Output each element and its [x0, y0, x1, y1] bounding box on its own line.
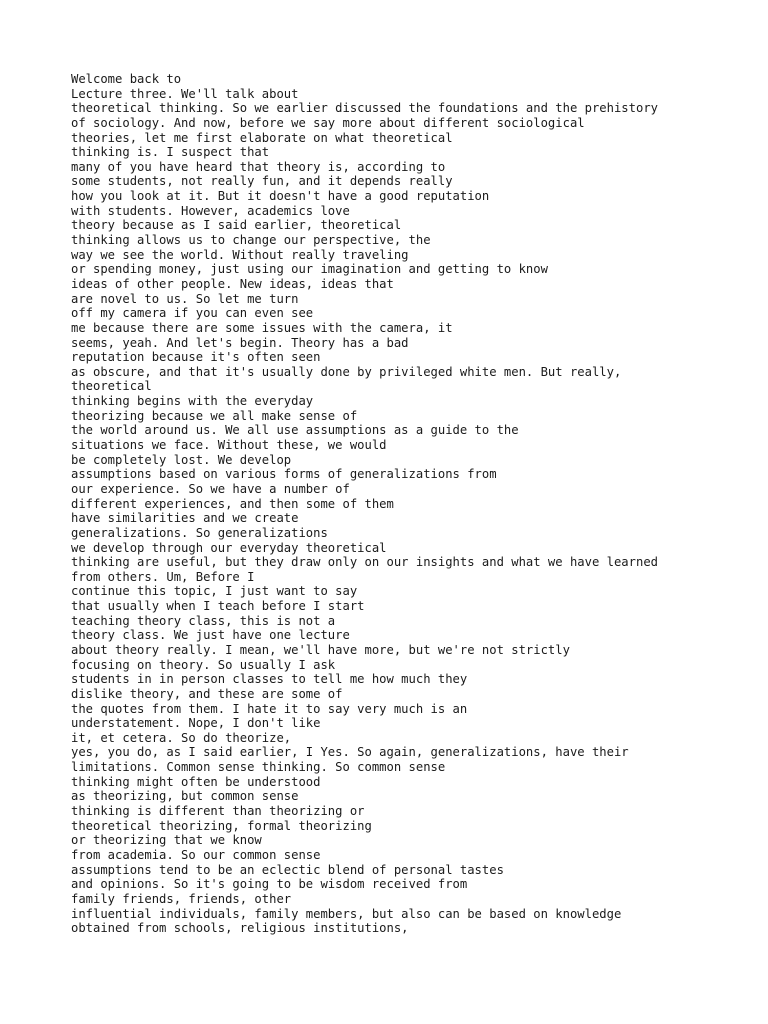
transcript-line: theoretical thinking. So we earlier discussed the foundations and the prehistory [71, 101, 658, 116]
transcript-line: generalizations. So generalizations [71, 525, 328, 540]
transcript-line: are novel to us. So let me turn [71, 291, 299, 306]
transcript-line: focusing on theory. So usually I ask [71, 657, 336, 672]
transcript-line: understatement. Nope, I don't like [71, 716, 321, 731]
transcript-line: that usually when I teach before I start [71, 599, 365, 614]
transcript-line: of sociology. And now, before we say more about different sociological [71, 115, 585, 130]
transcript-line: thinking is different than theorizing or [71, 804, 365, 819]
transcript-line: as obscure, and that it's usually done by privileged white men. But really, [71, 364, 622, 379]
transcript-line: have similarities and we create [71, 511, 299, 526]
transcript-line: family friends, friends, other [71, 891, 292, 906]
transcript-line: different experiences, and then some of them [71, 496, 394, 511]
transcript-line: with students. However, academics love [71, 203, 350, 218]
transcript-line: the quotes from them. I hate it to say very much is an [71, 701, 468, 716]
transcript-line: reputation because it's often seen [71, 350, 321, 365]
transcript-line: Lecture three. We'll talk about [71, 86, 299, 101]
transcript-line: about theory really. I mean, we'll have more, but we're not strictly [71, 642, 570, 657]
transcript-line: how you look at it. But it doesn't have a good reputation [71, 189, 490, 204]
transcript-line: Welcome back to [71, 72, 182, 86]
transcript-line: assumptions tend to be an eclectic blend of personal tastes [71, 862, 504, 877]
transcript-line: theoretical theorizing, formal theorizing [71, 818, 372, 833]
transcript-line: seems, yeah. And let's begin. Theory has a bad [71, 335, 409, 350]
transcript-line: theorizing because we all make sense of [71, 408, 358, 423]
transcript-line: thinking might often be understood [71, 774, 321, 789]
transcript-line: limitations. Common sense thinking. So common sense [71, 760, 446, 775]
transcript-line: ideas of other people. New ideas, ideas that [71, 276, 394, 291]
transcript-line: theory because as I said earlier, theoretical [71, 218, 402, 233]
transcript-line: our experience. So we have a number of [71, 481, 350, 496]
transcript-line: many of you have heard that theory is, according to [71, 159, 446, 174]
transcript-line: theories, let me first elaborate on what theoretical [71, 130, 453, 145]
transcript-line: students in in person classes to tell me how much they [71, 672, 468, 687]
transcript-line: assumptions based on various forms of generalizations from [71, 467, 497, 482]
transcript-line: situations we face. Without these, we would [71, 438, 387, 453]
transcript-line: and opinions. So it's going to be wisdom received from [71, 877, 468, 892]
transcript-line: theoretical [71, 379, 152, 394]
transcript-line: obtained from schools, religious institutions, [71, 921, 409, 936]
transcript-line: from others. Um, Before I [71, 569, 255, 584]
transcript-line: we develop through our everyday theoretical [71, 540, 387, 555]
transcript-line: teaching theory class, this is not a [71, 613, 336, 628]
transcript-line: thinking allows us to change our perspective, the [71, 233, 431, 248]
transcript-line: way we see the world. Without really traveling [71, 247, 409, 262]
transcript-text [71, 72, 751, 936]
transcript-line: off my camera if you can even see [71, 306, 314, 321]
transcript-line: thinking are useful, but they draw only on our insights and what we have learned [71, 555, 658, 570]
transcript-line: some students, not really fun, and it depends really [71, 174, 453, 189]
transcript-line: continue this topic, I just want to say [71, 584, 358, 599]
transcript-line: dislike theory, and these are some of [71, 686, 343, 701]
transcript-line: yes, you do, as I said earlier, I Yes. So again, generalizations, have their [71, 745, 629, 760]
transcript-line: it, et cetera. So do theorize, [71, 730, 292, 745]
transcript-line: be completely lost. We develop [71, 452, 292, 467]
transcript-line: the world around us. We all use assumptions as a guide to the [71, 423, 519, 438]
transcript-line: or spending money, just using our imagination and getting to know [71, 262, 548, 277]
transcript-line: from academia. So our common sense [71, 847, 321, 862]
transcript-line: as theorizing, but common sense [71, 789, 299, 804]
transcript-line: thinking is. I suspect that [71, 145, 270, 160]
transcript-line: theory class. We just have one lecture [71, 628, 350, 643]
transcript-line: or theorizing that we know [71, 833, 262, 848]
transcript-line: thinking begins with the everyday [71, 394, 314, 409]
transcript-line: me because there are some issues with the camera, it [71, 320, 453, 335]
transcript-line: influential individuals, family members, but also can be based on knowledge [71, 906, 622, 921]
